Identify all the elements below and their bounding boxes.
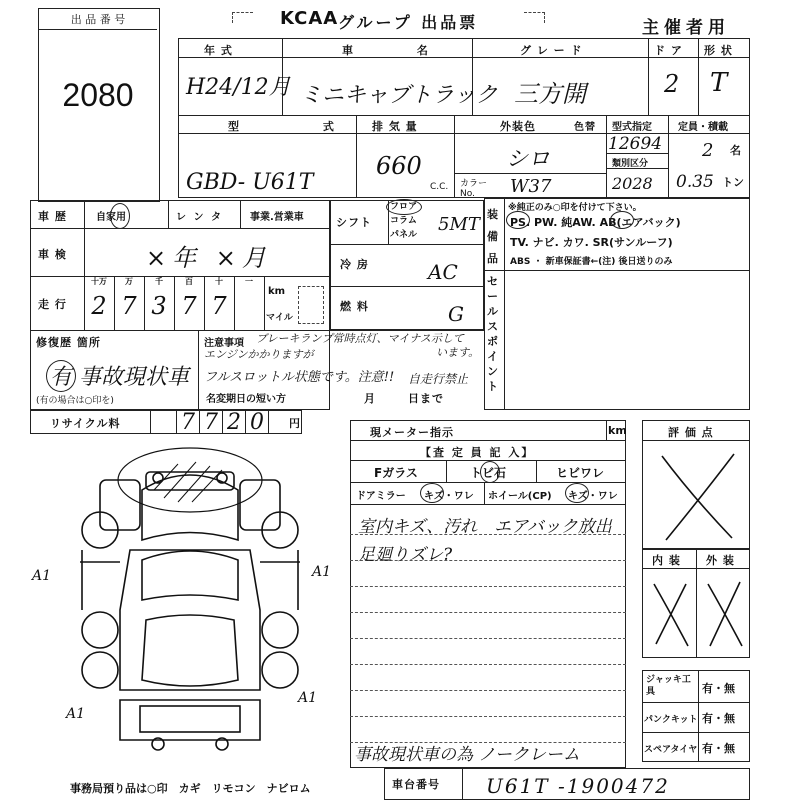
ruled-line	[350, 586, 626, 587]
mirror-label: ドアミラー	[356, 491, 406, 502]
damage-mark-1: A1	[32, 568, 52, 584]
km-label: km	[268, 286, 286, 297]
mirror-value: キズ・ワレ	[424, 491, 474, 502]
capacity-unit: 名	[730, 144, 741, 157]
interior-cross-mark	[648, 576, 692, 652]
inspector-line1: 室内キズ、汚れ エアバック放出	[358, 517, 612, 537]
notes-text5: 自走行禁止	[408, 372, 469, 386]
color-no-value: W37	[510, 176, 552, 197]
vehicle-diagram	[60, 440, 330, 760]
lot-number-box	[38, 8, 160, 202]
ruled-line	[350, 612, 626, 613]
meter-label: 現メーター指示	[370, 426, 454, 439]
office-items: 事務局預り品は○印 カギ リモコン ナビロム	[70, 782, 311, 795]
inspector-section: 【査 定 員 記 入】	[420, 446, 535, 459]
glass-crack: ヒビワレ	[556, 466, 605, 480]
cc-label: C.C.	[430, 182, 449, 192]
recycle-digit-2: 7	[199, 410, 222, 434]
notes-text2: エンジンかかりますが	[204, 348, 314, 361]
color-no-label: カラー No.	[460, 179, 488, 199]
load-unit: トン	[722, 176, 744, 189]
damage-mark-2: A1	[312, 564, 332, 580]
month-label: 月	[364, 392, 376, 405]
unit-1k: 千	[155, 277, 163, 286]
color-change-label: 色替	[574, 122, 596, 133]
history-commercial: 事業.営業車	[250, 212, 304, 223]
puncture-kit-label: パンクキット	[644, 715, 698, 725]
grade-label: グ レ ー ド	[520, 44, 583, 57]
form-title: グループ 出品票	[338, 13, 479, 32]
notes-text1: ブレーキランプ常時点灯、マイナス示して	[256, 332, 464, 345]
shift-value: 5MT	[438, 214, 480, 235]
recycle-digit-4: 0	[245, 410, 269, 434]
glass-label: Fガラス	[374, 466, 418, 480]
mileage-digit-3: 3	[151, 292, 167, 320]
ruled-line	[350, 716, 626, 717]
sales-point-label: セールスポイント	[487, 275, 498, 393]
notes-label: 注意事項	[204, 338, 244, 349]
wheel-value: キズ・ワレ	[568, 491, 618, 502]
equipment-line1: PS. PW. 純AW. AB(エアバック)	[510, 216, 681, 229]
repair-sub: (有の場合は○印を)	[36, 396, 114, 406]
class-value: 2028	[612, 174, 653, 193]
header-dash-right	[524, 12, 545, 23]
damage-mark-4: A1	[298, 690, 318, 706]
day-label: 日まで	[408, 392, 444, 405]
exterior-label: 外 装	[706, 554, 735, 567]
header-dash-left	[232, 12, 253, 23]
ruled-line	[350, 638, 626, 639]
history-rental: レ ン タ	[176, 212, 223, 223]
unit-100k: 十万	[91, 277, 107, 286]
history-private: 自家用	[96, 212, 126, 223]
mile-box	[298, 286, 324, 324]
damage-mark-3: A1	[66, 706, 86, 722]
recycle-digit-3: 2	[222, 410, 245, 434]
chassis-label: 車台番号	[392, 778, 440, 791]
shape-label: 形 状	[704, 44, 733, 57]
recycle-label: リサイクル料	[50, 417, 121, 430]
unit-1: 一	[245, 277, 253, 286]
wheel-circle	[565, 483, 589, 503]
class-label: 類別区分	[612, 159, 649, 169]
shape-value: T	[710, 68, 728, 98]
mileage-digit-2: 7	[121, 292, 137, 320]
short-date-label: 名変期日の短い方	[206, 394, 286, 405]
unit-10: 十	[215, 277, 223, 286]
meter-km: km	[608, 424, 627, 437]
unit-100: 百	[185, 277, 193, 286]
lot-number: 2080	[62, 77, 134, 113]
aircon-value: AC	[428, 260, 458, 284]
equipment-label: 装 備 品	[487, 208, 498, 265]
notes-text4: フルスロットル状態です。注意!!	[204, 370, 395, 385]
mile-label: マイル	[266, 313, 293, 323]
capacity-value: 2	[702, 140, 714, 161]
equipment-note: ※純正のみ○印を付けて下さい。	[508, 203, 642, 213]
model-label: 型 式	[228, 120, 374, 133]
fuel-label: 燃 料	[340, 300, 369, 313]
recycle-digits	[176, 410, 286, 434]
puncture-kit-value: 有・無	[702, 712, 735, 725]
type-designation-label: 型式指定	[612, 122, 652, 133]
shift-label: シフト	[336, 216, 372, 229]
equipment-line3: ABS ・ 新車保証書←(注) 後日送りのみ	[510, 257, 673, 267]
shift-circle	[386, 199, 422, 215]
history-label: 車 歴	[38, 210, 67, 223]
spare-tire-label: スペアタイヤ	[644, 745, 698, 755]
displacement-label: 排 気 量	[372, 120, 418, 133]
ruled-line	[350, 664, 626, 665]
mileage-digit-1: 2	[91, 292, 107, 320]
chassis-value: U61T -1900472	[486, 774, 670, 798]
notes-text3: います。	[436, 346, 480, 359]
interior-label: 内 装	[652, 554, 681, 567]
exterior-cross-mark	[702, 576, 746, 652]
equipment-line2: TV. ナビ. カワ. SR(サンルーフ)	[510, 236, 673, 249]
glass-chip: トビ石	[470, 466, 507, 480]
mileage-digit-5: 7	[211, 292, 227, 320]
history-circle	[110, 203, 130, 229]
car-name-label: 車 名	[342, 44, 458, 57]
ps-circle	[506, 211, 530, 229]
organizer-label: 主催者用	[642, 18, 730, 38]
aircon-label: 冷 房	[340, 258, 369, 271]
mileage-grid	[84, 276, 264, 330]
inspector-line-last: 事故現状車の為 ノークレーム	[354, 745, 580, 765]
exterior-color-label: 外装色	[500, 120, 536, 133]
year-label: 年 式	[204, 44, 233, 57]
shift-panel: パネル	[390, 230, 418, 240]
displacement-value: 660	[376, 152, 422, 180]
ab-circle	[610, 211, 634, 229]
unit-10k: 万	[125, 277, 133, 286]
type-no-value: 12694	[608, 134, 663, 154]
recycle-digit-1: 7	[176, 410, 199, 434]
mileage-digit-4: 7	[181, 292, 197, 320]
inspection-label: 車 検	[38, 248, 67, 261]
jack-label: ジャッキ工具	[646, 675, 691, 697]
door-value: 2	[664, 70, 680, 98]
fuel-value: G	[448, 302, 464, 326]
repair-circle	[46, 360, 76, 392]
car-name-value: ミニキャブトラック	[300, 83, 498, 108]
model-value: GBD- U61T	[186, 170, 314, 195]
color-value: シロ	[506, 147, 551, 172]
door-label: ド ア	[654, 44, 683, 57]
capacity-label: 定員・積載	[678, 122, 728, 133]
glass-chip-circle	[480, 461, 500, 483]
shift-column: コラム	[390, 216, 417, 226]
wheel-label: ホイール(CP)	[488, 491, 552, 502]
ruled-line	[350, 690, 626, 691]
mileage-label: 走 行	[38, 298, 67, 311]
inspection-value: ×年 ×月	[146, 244, 272, 272]
load-value: 0.35	[676, 172, 714, 192]
repair-value: 有 事故現状車	[50, 365, 189, 390]
year-value: H24/12月	[186, 75, 291, 100]
rating-cross-mark	[652, 446, 742, 546]
jack-value: 有・無	[702, 682, 735, 695]
spare-tire-value: 有・無	[702, 742, 735, 755]
shift-floor: フロア	[390, 202, 418, 212]
recycle-unit: 円	[289, 417, 300, 430]
brand-logo: KCAA	[280, 8, 339, 29]
lot-label: 出 品 番 号	[39, 11, 157, 30]
mirror-circle	[420, 483, 444, 503]
rating-label: 評 価 点	[668, 426, 714, 439]
inspector-line2: 足廻りズレ?	[358, 545, 453, 565]
grade-value: 三方開	[514, 80, 586, 108]
repair-label: 修復歴 箇所	[36, 336, 101, 349]
